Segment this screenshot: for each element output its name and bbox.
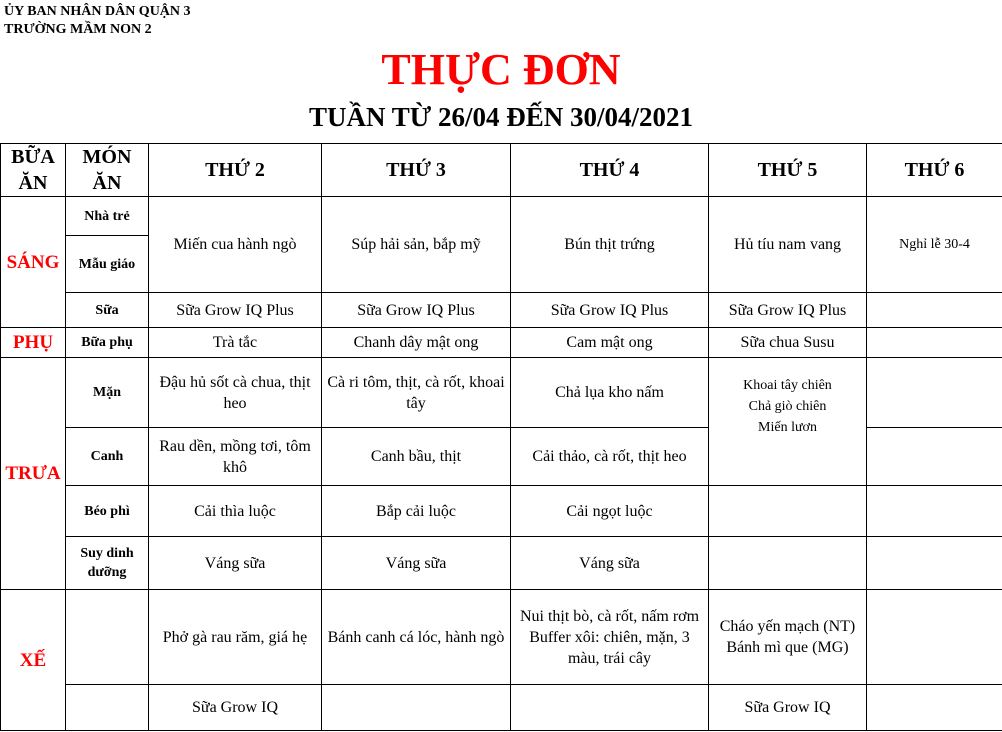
menu-line: Khoai tây chiên — [743, 378, 832, 393]
dish-label: Nhà trẻ — [66, 197, 149, 236]
menu-cell — [709, 358, 867, 486]
menu-cell: Bánh canh cá lóc, hành ngò — [322, 590, 511, 685]
menu-cell: Bún thịt trứng — [511, 197, 709, 293]
menu-cell: Canh bầu, thịt — [322, 428, 511, 486]
menu-cell: Váng sữa — [322, 537, 511, 590]
meal-label-xe: XẾ — [1, 590, 66, 731]
menu-cell — [867, 328, 1002, 358]
menu-cell — [867, 293, 1002, 328]
menu-cell: Miến cua hành ngò — [149, 197, 322, 293]
menu-cell: Nghỉ lễ 30-4 — [867, 197, 1002, 293]
table-row — [1, 197, 1002, 236]
table-header-row — [1, 144, 1002, 197]
menu-cell: Sữa chua Susu — [709, 328, 867, 358]
menu-cell: Cà ri tôm, thịt, cà rốt, khoai tây — [322, 358, 511, 428]
school-name: TRƯỜNG MẦM NON 2 — [4, 22, 152, 37]
dish-label: Suy dinh dưỡng — [66, 537, 149, 590]
menu-cell: Váng sữa — [511, 537, 709, 590]
menu-cell — [867, 428, 1002, 486]
menu-cell — [511, 685, 709, 731]
table-row — [1, 358, 1002, 428]
menu-cell: Sữa Grow IQ Plus — [322, 293, 511, 328]
menu-line: Chả giò chiên — [748, 399, 827, 414]
menu-cell: Bắp cải luộc — [322, 486, 511, 537]
menu-cell: Sữa Grow IQ — [149, 685, 322, 731]
meal-label-phu: PHỤ — [1, 328, 66, 358]
menu-cell: Chả lụa kho nấm — [511, 358, 709, 428]
menu-cell: Đậu hủ sốt cà chua, thịt heo — [149, 358, 322, 428]
menu-cell: Nui thịt bò, cà rốt, nấm rơm Buffer xôi: chiên, mặn, 3 màu, trái cây — [511, 590, 709, 685]
meal-label-trua: TRƯA — [1, 358, 66, 590]
menu-cell — [867, 358, 1002, 428]
table-row — [1, 486, 1002, 537]
menu-cell: Sữa Grow IQ Plus — [149, 293, 322, 328]
menu-cell: Chanh dây mật ong — [322, 328, 511, 358]
menu-cell — [322, 685, 511, 731]
table-row — [1, 537, 1002, 590]
menu-cell: Hủ tíu nam vang — [709, 197, 867, 293]
meal-label-sang: SÁNG — [1, 197, 66, 328]
menu-cell: Súp hải sản, bắp mỹ — [322, 197, 511, 293]
menu-cell: Trà tắc — [149, 328, 322, 358]
menu-cell — [867, 685, 1002, 731]
col-day-header: THỨ 4 — [511, 144, 709, 197]
dish-label: Sữa — [66, 293, 149, 328]
menu-cell — [709, 537, 867, 590]
col-meal-header: BỮA ĂN — [1, 144, 66, 197]
table-row — [1, 293, 1002, 328]
menu-line: Miến lươn — [758, 420, 817, 435]
menu-cell — [867, 537, 1002, 590]
dish-label: Béo phì — [66, 486, 149, 537]
menu-cell: Cải ngọt luộc — [511, 486, 709, 537]
table-row — [1, 685, 1002, 731]
dish-label: Mẫu giáo — [66, 236, 149, 293]
dish-label: Canh — [66, 428, 149, 486]
menu-cell: Sữa Grow IQ — [709, 685, 867, 731]
menu-cell: Phở gà rau răm, giá hẹ — [149, 590, 322, 685]
week-subtitle: TUẦN TỪ 26/04 ĐẾN 30/04/2021 — [308, 102, 694, 132]
dish-label: Mặn — [66, 358, 149, 428]
menu-cell: Cháo yến mạch (NT) Bánh mì que (MG) — [709, 590, 867, 685]
page-title: THỰC ĐƠN — [381, 45, 621, 94]
col-day-header: THỨ 3 — [322, 144, 511, 197]
col-day-header: THỨ 6 — [867, 144, 1002, 197]
org-name: ỦY BAN NHÂN DÂN QUẬN 3 — [4, 4, 191, 19]
dish-label — [66, 685, 149, 731]
col-day-header: THỨ 2 — [149, 144, 322, 197]
menu-cell: Sữa Grow IQ Plus — [709, 293, 867, 328]
menu-cell: Sữa Grow IQ Plus — [511, 293, 709, 328]
menu-cell — [709, 486, 867, 537]
col-dish-header: MÓN ĂN — [66, 144, 149, 197]
dish-label — [66, 590, 149, 685]
menu-cell — [867, 486, 1002, 537]
menu-cell: Váng sữa — [149, 537, 322, 590]
menu-cell — [867, 590, 1002, 685]
table-row — [1, 590, 1002, 685]
menu-cell: Rau dền, mồng tơi, tôm khô — [149, 428, 322, 486]
col-day-header: THỨ 5 — [709, 144, 867, 197]
menu-cell: Cải thảo, cà rốt, thịt heo — [511, 428, 709, 486]
menu-table — [0, 143, 1002, 731]
menu-cell: Cam mật ong — [511, 328, 709, 358]
dish-label: Bữa phụ — [66, 328, 149, 358]
table-row — [1, 328, 1002, 358]
menu-cell: Cải thìa luộc — [149, 486, 322, 537]
